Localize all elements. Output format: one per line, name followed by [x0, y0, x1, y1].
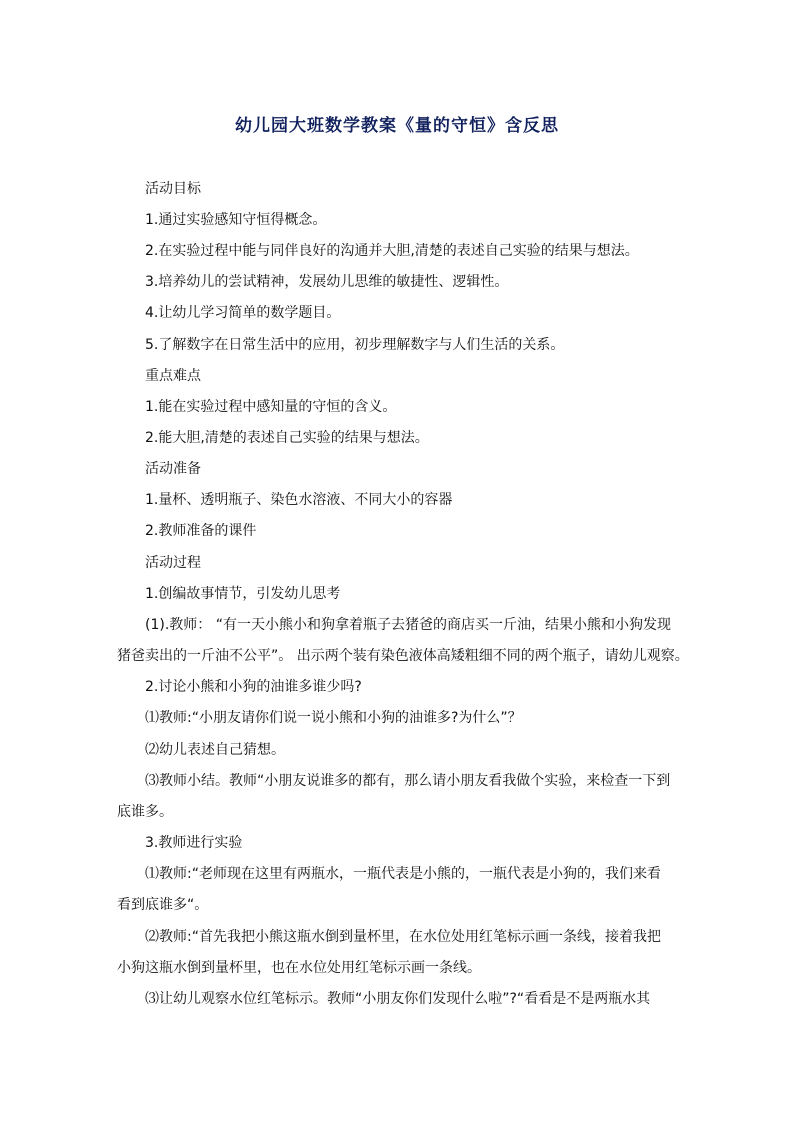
paragraph-line: ⑵幼儿表述自己猜想。 — [145, 742, 285, 758]
paragraph-line: 底谁多。 — [117, 804, 173, 820]
paragraph-line: 1.量杯、透明瓶子、染色水溶液、不同大小的容器 — [145, 492, 453, 508]
section-heading-process: 活动过程 — [145, 555, 201, 571]
paragraph-line: ⑴教师:“老师现在这里有两瓶水，一瓶代表是小熊的，一瓶代表是小狗的，我们来看 — [145, 866, 661, 882]
paragraph-line: 2.在实验过程中能与同伴良好的沟通并大胆,清楚的表述自己实验的结果与想法。 — [145, 243, 639, 259]
paragraph-line: 1.通过实验感知守恒得概念。 — [145, 212, 327, 228]
paragraph-line: 2.讨论小熊和小狗的油谁多谁少吗? — [145, 679, 362, 695]
section-heading-goals: 活动目标 — [145, 181, 201, 197]
paragraph-line: 3.教师进行实验 — [145, 835, 243, 851]
section-heading-preparation: 活动准备 — [145, 461, 201, 477]
paragraph-line: ⑶让幼儿观察水位红笔标示。教师“小朋友你们发现什么啦”?“看看是不是两瓶水其 — [145, 991, 651, 1007]
paragraph-line: (1).教师： “有一天小熊小和狗拿着瓶子去猪爸的商店买一斤油，结果小熊和小狗发现 — [145, 617, 671, 633]
paragraph-line: 3.培养幼儿的尝试精神，发展幼儿思维的敏捷性、逻辑性。 — [145, 274, 509, 290]
paragraph-line: 2.教师准备的课件 — [145, 523, 257, 539]
paragraph-line: 猪爸卖出的一斤油不公平”。 出示两个装有染色液体高矮粗细不同的两个瓶子，请幼儿观察。 — [117, 648, 689, 664]
paragraph-line: ⑵教师:“首先我把小熊这瓶水倒到量杯里，在水位处用红笔标示画一条线，接着我把 — [145, 929, 661, 945]
paragraph-line: 小狗这瓶水倒到量杯里，也在水位处用红笔标示画一条线。 — [117, 960, 481, 976]
paragraph-line: ⑴教师:“小朋友请你们说一说小熊和小狗的油谁多?为什么”？ — [145, 710, 522, 726]
paragraph-line: 4.让幼儿学习简单的数学题目。 — [145, 305, 341, 321]
paragraph-line: 5.了解数字在日常生活中的应用，初步理解数字与人们生活的关系。 — [145, 337, 565, 353]
document-title: 幼儿园大班数学教案《量的守恒》含反思 — [235, 116, 559, 136]
paragraph-line: 看到底谁多“。 — [117, 897, 209, 913]
paragraph-line: 1.创编故事情节，引发幼儿思考 — [145, 586, 341, 602]
paragraph-line: 2.能大胆,清楚的表述自己实验的结果与想法。 — [145, 430, 429, 446]
paragraph-line: 1.能在实验过程中感知量的守恒的含义。 — [145, 399, 397, 415]
paragraph-line: ⑶教师小结。教师“小朋友说谁多的都有，那么请小朋友看我做个实验，来检查一下到 — [145, 773, 671, 789]
section-heading-key-points: 重点难点 — [145, 368, 201, 384]
